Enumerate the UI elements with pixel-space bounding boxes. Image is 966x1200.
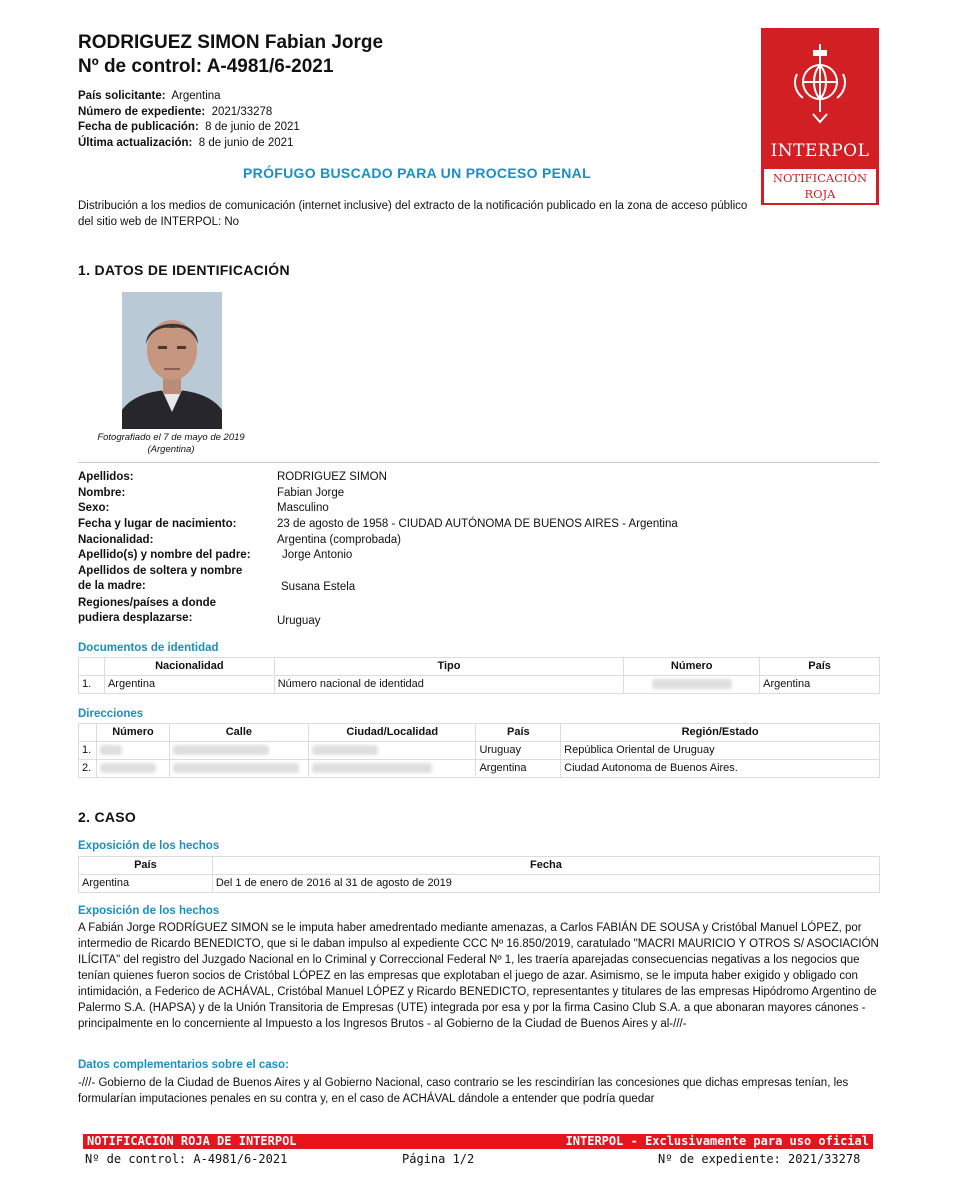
redaction-mark xyxy=(100,745,122,755)
field-value-father: Jorge Antonio xyxy=(282,549,353,561)
table-header-country: País xyxy=(79,857,213,875)
field-label-surname: Apellidos: xyxy=(78,471,134,483)
table-row xyxy=(79,875,880,893)
field-label-birth: Fecha y lugar de nacimiento: xyxy=(78,518,237,530)
table-header-city: Ciudad/Localidad xyxy=(308,724,475,742)
field-value-regions: Uruguay xyxy=(277,615,321,627)
footer-control-number: Nº de control: A-4981/6-2021 xyxy=(85,1152,288,1166)
photo-caption-country: (Argentina) xyxy=(147,444,195,455)
doc-nationality: Argentina xyxy=(104,676,274,694)
logo-line-1: NOTIFICACIÓN xyxy=(772,171,868,185)
facts-date: Del 1 de enero de 2016 al 31 de agosto de 2019 xyxy=(212,875,879,893)
table-row xyxy=(79,760,880,778)
table-header-row xyxy=(79,857,880,875)
table-header-index xyxy=(79,658,105,676)
address-region: República Oriental de Uruguay xyxy=(561,742,880,760)
section-1-title: 1. DATOS DE IDENTIFICACIÓN xyxy=(78,262,290,278)
facts-country: Argentina xyxy=(79,875,213,893)
redaction-mark xyxy=(312,763,432,773)
field-label-mother-line-2: de la madre: xyxy=(78,580,146,592)
field-value-mother: Susana Estela xyxy=(281,581,356,593)
footer-bar xyxy=(83,1134,873,1149)
facts-text: A Fabián Jorge RODRÍGUEZ SIMON se le imputa haber amedrentado mediante amenazas, a Carlos FABIÁN DE SOUSA y Cristóbal Manuel LÓPEZ, por intermedio de Ricardo BENEDICTO, que si le daban impulso al expediente CCC Nº 16.850/2019, caratulado "MACRI MAURICIO Y OTROS S/ ASOCIACIÓN ILÍCITA" del registro del Juzgado Nacional en lo Criminal y Correccional Federal Nº 1, les traería aparejadas consecuencias negativas a los negocios que tenían quienes fueron socios de Cristóbal LÓPEZ en las empresas que explotaban el juego de azar. Asimismo, se le imputa haber exigido y obligado con intimidación, a Federico de ACHÁVAL, Cristóbal Manuel LÓPEZ y Ricardo BENEDICTO, representantes y titulares de las empresas Hipódromo Argentino de Palermo S.A. (HAPSA) y de la Unión Transitoria de Empresas (UTE) integrada por esa y por la firma Casino Club S.A. a que abonaran mayores cánones - principalmente en lo concerniente al Impuesto a los Ingresos Brutos - al Gobierno de la Ciudad de Buenos Aires y al-///- xyxy=(78,922,879,1030)
documents-title: Documentos de identidad xyxy=(78,642,219,654)
footer-page-number: Página 1/2 xyxy=(402,1152,475,1166)
complement-title: Datos complementarios sobre el caso: xyxy=(78,1059,289,1071)
meta-row xyxy=(78,120,300,136)
interpol-emblem-icon xyxy=(791,40,849,128)
table-header-index xyxy=(79,724,97,742)
field-value-sex: Masculino xyxy=(277,502,329,514)
field-label-mother-line-1: Apellidos de soltera y nombre xyxy=(78,565,243,577)
photo-caption-date: Fotografiado el 7 de mayo de 2019 xyxy=(97,432,245,443)
facts-table-title: Exposición de los hechos xyxy=(78,840,220,852)
redaction-mark xyxy=(312,745,378,755)
field-value-surname: RODRIGUEZ SIMON xyxy=(277,471,387,483)
control-number xyxy=(78,56,333,78)
logo-notice-type xyxy=(764,169,876,203)
field-label-regions-line-2: pudiera desplazarse: xyxy=(78,612,193,624)
field-label-mother xyxy=(78,564,278,594)
field-value-birth: 23 de agosto de 1958 - CIUDAD AUTÓNOMA DE BUENOS AIRES - Argentina xyxy=(277,518,678,530)
field-label-regions xyxy=(78,596,278,626)
address-country: Uruguay xyxy=(476,742,561,760)
doc-country: Argentina xyxy=(760,676,880,694)
row-index: 2. xyxy=(79,760,97,778)
table-row xyxy=(79,676,880,694)
table-header-street: Calle xyxy=(169,724,308,742)
addresses-title: Direcciones xyxy=(78,708,144,720)
notice-metadata xyxy=(78,89,300,151)
redaction-mark xyxy=(652,679,732,689)
address-city-redacted xyxy=(308,760,475,778)
table-header-country: País xyxy=(476,724,561,742)
field-label-nationality: Nacionalidad: xyxy=(78,534,154,546)
control-value: A-4981/6-2021 xyxy=(206,56,334,77)
meta-value: 8 de junio de 2021 xyxy=(198,136,294,149)
table-header-number: Número xyxy=(97,724,170,742)
interpol-red-notice-logo xyxy=(761,28,879,205)
photo-caption xyxy=(78,432,264,456)
address-number-redacted xyxy=(97,760,170,778)
table-header-nationality: Nacionalidad xyxy=(104,658,274,676)
addresses-table xyxy=(78,723,880,778)
doc-number-redacted xyxy=(624,676,760,694)
complement-text: -///- Gobierno de la Ciudad de Buenos Aires y al Gobierno Nacional, caso contrario se les rescindirían las concesiones que dichas empresas tenían, les formularían imputaciones penales en su contra y, en el caso de ACHÁVAL dándole a entender que podría quedar xyxy=(78,1077,849,1105)
table-header-type: Tipo xyxy=(274,658,624,676)
footer-bar-left: NOTIFICACIÓN ROJA DE INTERPOL xyxy=(87,1134,297,1148)
notice-banner: PRÓFUGO BUSCADO PARA UN PROCESO PENAL xyxy=(243,165,591,181)
row-index: 1. xyxy=(79,742,97,760)
table-header-date: Fecha xyxy=(212,857,879,875)
meta-row xyxy=(78,105,300,121)
address-street-redacted xyxy=(169,760,308,778)
redaction-mark xyxy=(173,763,299,773)
field-value-name: Fabian Jorge xyxy=(277,487,345,499)
control-label: Nº de control: xyxy=(78,56,203,77)
footer-file-number: Nº de expediente: 2021/33278 xyxy=(658,1152,861,1166)
documents-table xyxy=(78,657,880,694)
section-2-title: 2. CASO xyxy=(78,809,137,825)
address-country: Argentina xyxy=(476,760,561,778)
portrait-image xyxy=(122,292,222,429)
meta-label: Número de expediente: xyxy=(78,105,206,118)
table-header-region: Región/Estado xyxy=(561,724,880,742)
meta-row xyxy=(78,89,300,105)
field-label-sex: Sexo: xyxy=(78,502,110,514)
footer-bar-right: INTERPOL - Exclusivamente para uso oficial xyxy=(565,1134,869,1148)
meta-row xyxy=(78,136,300,152)
field-label-father: Apellido(s) y nombre del padre: xyxy=(78,549,251,561)
meta-label: Fecha de publicación: xyxy=(78,121,199,133)
doc-type: Número nacional de identidad xyxy=(274,676,624,694)
facts-text-title: Exposición de los hechos xyxy=(78,905,220,917)
address-city-redacted xyxy=(308,742,475,760)
redaction-mark xyxy=(100,763,156,773)
table-header-country: País xyxy=(760,658,880,676)
logo-wordmark: INTERPOL xyxy=(770,141,870,161)
row-index: 1. xyxy=(79,676,105,694)
meta-value: 2021/33278 xyxy=(211,105,273,118)
meta-label: País solicitante: xyxy=(78,90,166,102)
redaction-mark xyxy=(173,745,269,755)
address-number-redacted xyxy=(97,742,170,760)
table-header-row xyxy=(79,658,880,676)
address-region: Ciudad Autonoma de Buenos Aires. xyxy=(561,760,880,778)
subject-name: RODRIGUEZ SIMON Fabian Jorge xyxy=(78,32,384,53)
distribution-note: Distribución a los medios de comunicación (internet inclusive) del extracto de la notificación publicado en la zona de acceso público del sitio web de INTERPOL: No xyxy=(78,200,748,228)
subject-photo xyxy=(122,292,222,429)
field-value-nationality: Argentina (comprobada) xyxy=(277,534,402,546)
field-label-name: Nombre: xyxy=(78,487,126,499)
table-header-row xyxy=(79,724,880,742)
meta-value: 8 de junio de 2021 xyxy=(205,121,300,133)
logo-line-2: ROJA xyxy=(804,187,836,201)
facts-table xyxy=(78,856,880,893)
address-street-redacted xyxy=(169,742,308,760)
table-row xyxy=(79,742,880,760)
meta-value: Argentina xyxy=(171,90,221,102)
divider xyxy=(78,462,879,463)
meta-label: Última actualización: xyxy=(78,136,193,149)
table-header-number: Número xyxy=(624,658,760,676)
field-label-regions-line-1: Regiones/países a donde xyxy=(78,597,217,609)
